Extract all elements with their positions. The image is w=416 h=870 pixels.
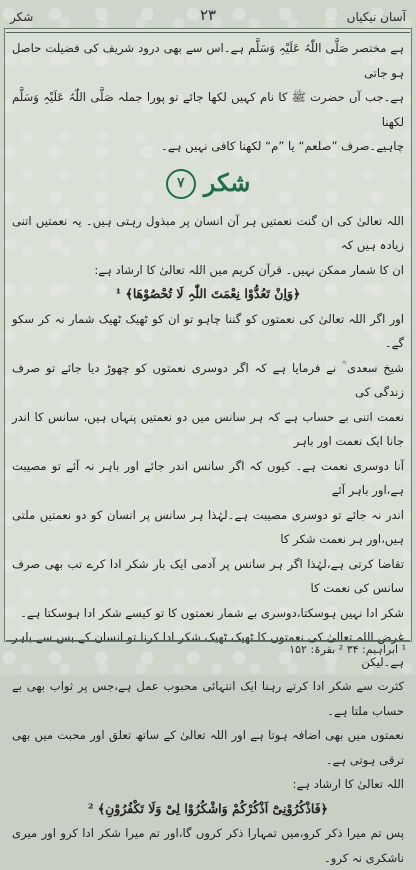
paragraph-line: اللہ تعالیٰ کی ان گنت نعمتیں ہر آن انسان پر مبذول رہتی ہیں۔ یہ نعمتیں اتنی زیادہ ہیں کہ	[12, 213, 404, 252]
paragraph-line: اللہ تعالیٰ کا ارشاد ہے:	[292, 777, 404, 791]
quran-verse: ﴿وَاِنْ تَعُدُّوْا نِعْمَتَ اللّٰہِ لَا تُحْصُوْھَا﴾ ¹	[115, 286, 301, 301]
paragraph-line: غرض اللہ تعالیٰ کی نعمتوں کا ٹھیک ٹھیک شکر ادا کرنا تو انسان کے بس سے باہر ہے۔لیکن	[12, 630, 404, 669]
paragraph-line: نعمت اتنی بے حساب ہے کہ ہر سانس میں دو نعمتیں پنہاں ہیں، سانس کا اندر جانا ایک نعمت اور باہر	[12, 409, 404, 448]
section-running-title: شکر	[10, 10, 34, 24]
paragraph-line: شیخ سعدی ؒ نے فرمایا ہے کہ اگر دوسری نعمتوں کو چھوڑ دیا جائے تو صرف زندگی کی	[12, 360, 404, 399]
paragraph-line: اندر نہ جائے تو دوسری مصیبت ہے۔لہٰذا ہر سانس پر انسان کو دو نعمتیں ملتی ہیں،اور ہر نعمت شکر کا	[12, 507, 404, 546]
book-title: آسان نیکیاں	[346, 10, 406, 24]
page-header	[10, 6, 406, 28]
paragraph-line: آنا دوسری نعمت ہے۔ کیوں کہ اگر سانس اندر جائے اور باہر نہ آئے تو مصیبت ہے،اور باہر آئے	[12, 458, 404, 497]
footnote: ¹ ابراہیم: ۳۴ ² بقرۃ: ۱۵۲	[289, 643, 406, 656]
paragraph-line: شکر ادا نہیں ہوسکتا،دوسری بے شمار نعمتوں کا تو کیسے شکر ادا ہوسکتا ہے۔	[20, 605, 404, 620]
section-title: شکر	[203, 168, 251, 198]
verse-translation: پس تم میرا ذکر کرو،میں تمہارا ذکر کروں گا،اور تم میرا شکر ادا کرو اور میری ناشکری نہ کرو۔	[12, 826, 404, 865]
section-heading	[12, 161, 404, 207]
intro-line: چاہیے۔صرف ”صلعم“ یا ”م“ لکھنا کافی نہیں ہے۔	[161, 139, 404, 153]
paragraph-line: کثرت سے شکر ادا کرتے رہنا ایک انتہائی محبوب عمل ہے،جس پر ثواب بھی بے حساب ملتا ہے۔	[12, 679, 404, 718]
section-number-badge: ۷	[166, 169, 196, 199]
intro-line: ہے۔جب آں حضرت ﷺ کا نام کہیں لکھا جائے تو پورا جملہ صَلَّی اللّٰہُ عَلَیْہِ وَسَلَّم لکھنا	[12, 90, 404, 129]
page-number: ۲۳	[199, 6, 217, 24]
header-divider	[6, 32, 410, 33]
verse-translation: اور اگر اللہ تعالیٰ کی نعمتوں کو گننا چاہو تو ان کو ٹھیک ٹھیک شمار نہ کر سکو گے۔	[12, 311, 404, 350]
paragraph-line: ان کا شمار ممکن نہیں۔ قرآن کریم میں اللہ تعالیٰ کا ارشاد ہے:	[94, 262, 404, 277]
paragraph-line: تقاضا کرتی ہے،لہٰذا اگر ہر سانس پر آدمی ایک بار شکر ادا کرے تب بھی صرف سانس کی نعمت کا	[12, 556, 404, 595]
quran-verse: ﴿فَاذْکُرُوْنِیْٓ اَذْکُرْکُمْ وَاشْکُرُوْا لِیْ وَلَا تَکْفُرُوْنِ﴾ ²	[87, 800, 329, 816]
intro-line: ہے مختصر صَلَّی اللّٰہُ عَلَیْہِ وَسَلَّم ہے۔اس سے بھی درود شریف کی فضیلت حاصل ہو جاتی	[12, 41, 404, 80]
paragraph-line: نعمتوں میں بھی اضافہ ہوتا ہے اور اللہ تعالیٰ کے ساتھ تعلق اور محبت میں بھی ترقی ہوتی ہے۔	[12, 728, 404, 767]
page-body	[12, 36, 404, 870]
footnote-divider	[6, 640, 410, 641]
